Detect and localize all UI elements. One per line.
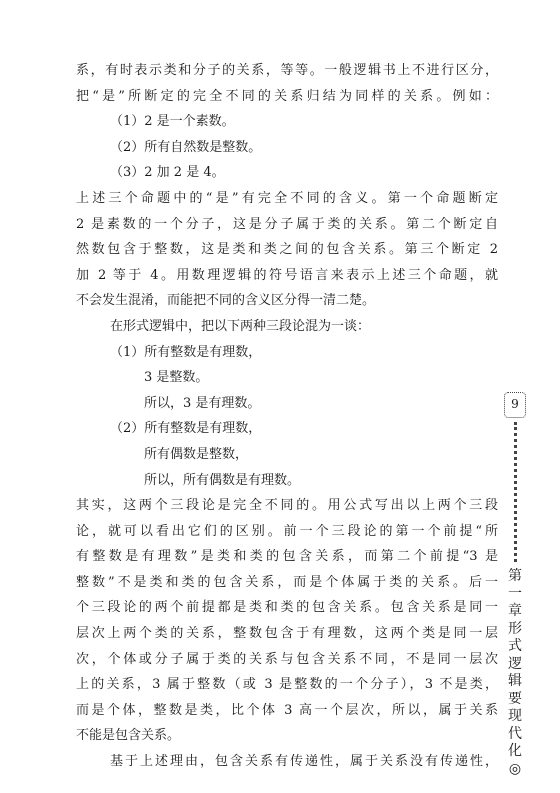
page-body [76,58,498,775]
text-line: 其实，这两个三段论是完全不同的。用公式写出以上两个三段 [76,498,498,514]
text-line: 加 2 等于 4。用数理逻辑的符号语言来表示上述三个命题，就 [76,267,498,283]
text-line: 不能是包含关系。 [76,728,181,744]
text-line: 次，个体或分子属于类的关系与包含关系不同，不是同一层次 [76,651,498,667]
text-line: 整数”不是类和类的包含关系，而是个体属于类的关系。后一 [76,574,498,590]
paragraph-start: 基于上述理由，包含关系有传递性，属于关系没有传递性， [110,754,498,770]
syllogism-premise: 所有偶数是整数， [144,446,249,462]
list-item: （1）2 是一个素数。 [110,114,235,130]
list-item: （2）所有自然数是整数。 [110,139,262,155]
chapter-label: 第一章 形式逻辑要现代化◎ [508,568,536,777]
syllogism-premise: （2）所有整数是有理数， [110,421,262,437]
page-number: 9 [504,392,526,418]
text-line: 不会发生混淆，而能把不同的含义区分得一清二楚。 [76,293,376,309]
syllogism-conclusion: 所以，所有偶数是有理数。 [144,472,301,488]
syllogism-conclusion: 所以，3 是有理数。 [144,395,261,411]
text-line: 而是个体，整数是类，比个体 3 高一个层次，所以，属于关系 [76,702,498,718]
dotted-divider [514,422,517,562]
text-line: 上的关系，3 属于整数（或 3 是整数的一个分子），3 不是类， [76,677,498,693]
text-line: 层次上两个类的关系，整数包含于有理数，这两个类是同一层 [76,626,498,642]
text-line: 把“是”所断定的完全不同的关系归结为同样的关系。例如： [76,88,498,104]
syllogism-premise: 3 是整数。 [144,370,209,386]
side-rail [504,392,536,778]
text-line: 个三段论的两个前提都是类和类的包含关系。包含关系是同一 [76,600,498,616]
text-line: 系，有时表示类和分子的关系，等等。一般逻辑书上不进行区分， [76,63,498,78]
text-line: 然数包含于整数，这是类和类之间的包含关系。第三个断定 2 [76,242,498,258]
syllogism-premise: （1）所有整数是有理数， [110,344,262,360]
text-line: 2 是素数的一个分子，这是分子属于类的关系。第二个断定自 [76,216,498,232]
text-line: 上述三个命题中的“是”有完全不同的含义。第一个命题断定 [76,190,498,206]
text-line: 论，就可以看出它们的区别。前一个三段论的第一个前提“所 [76,523,498,539]
paragraph-start: 在形式逻辑中，把以下两种三段论混为一谈： [110,318,371,334]
text-line: 有整数是有理数”是类和类的包含关系，而第二个前提“3 是 [76,549,498,565]
list-item: （3）2 加 2 是 4。 [110,165,225,181]
